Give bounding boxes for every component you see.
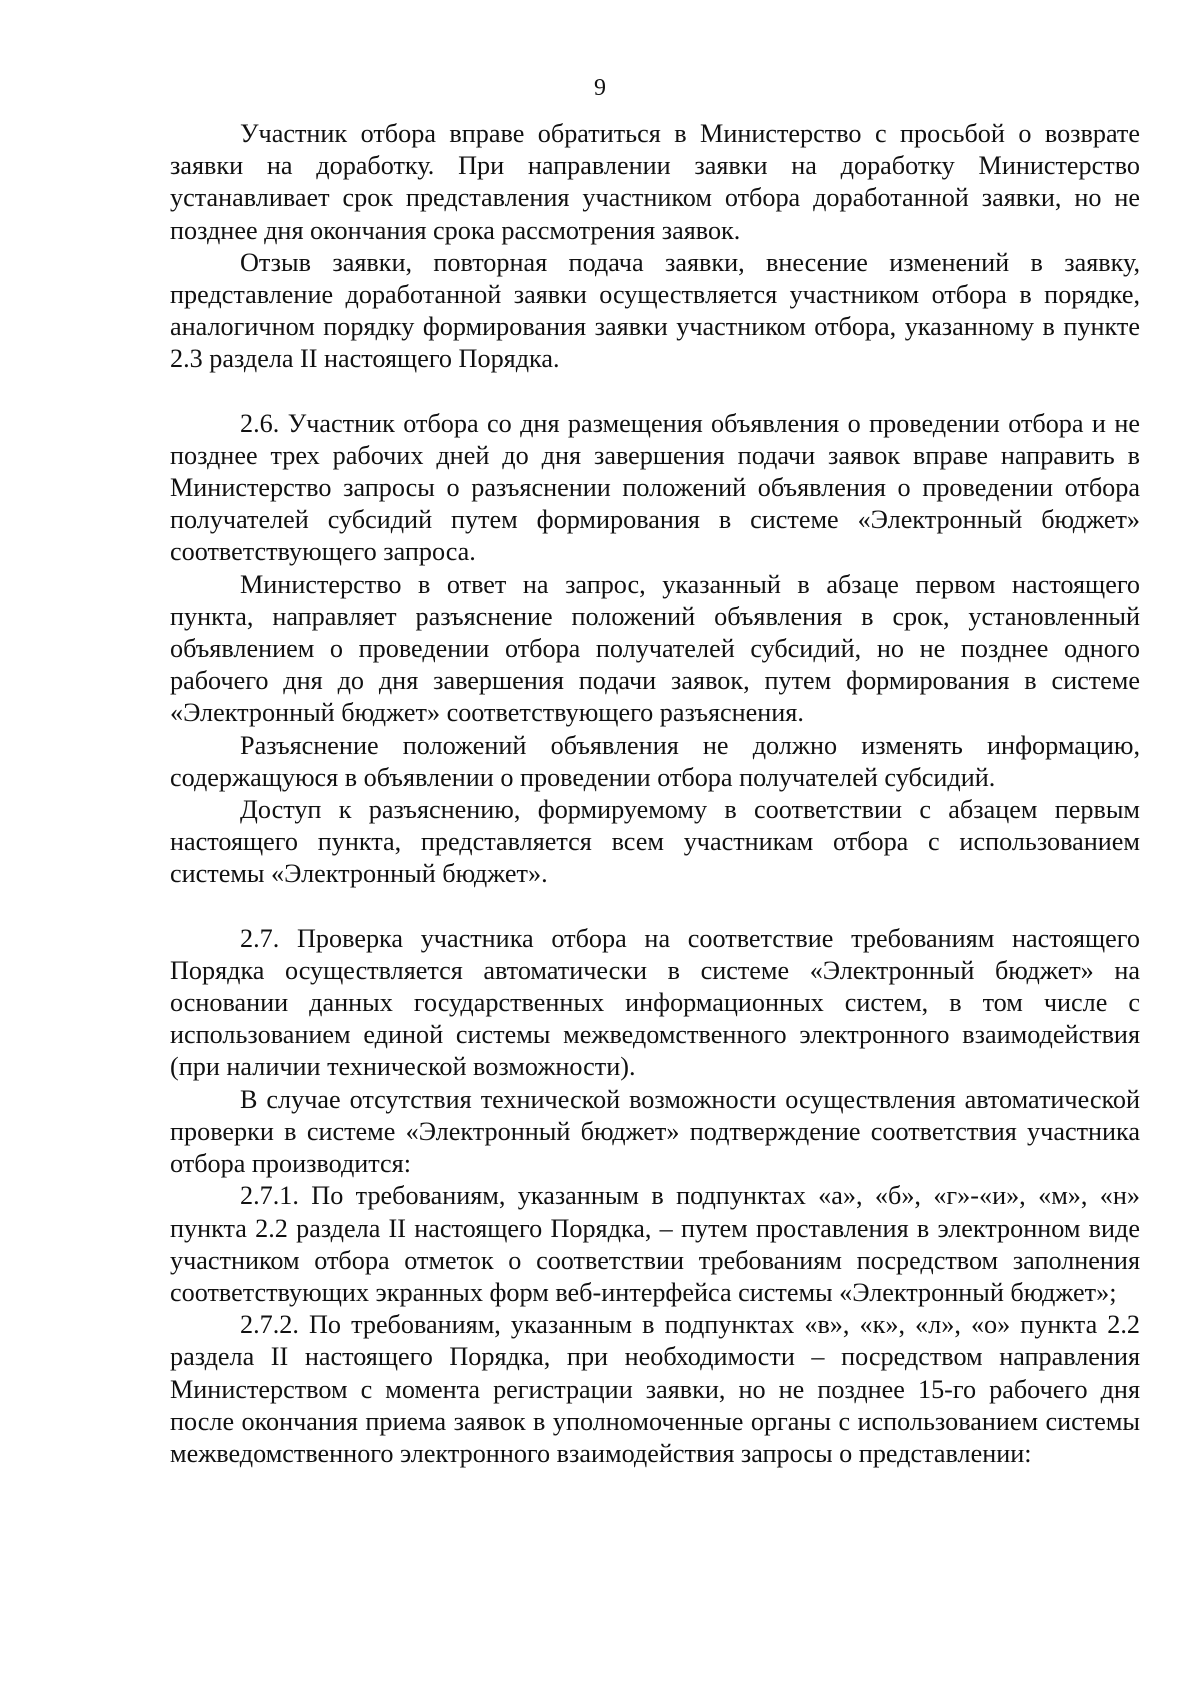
document-body (170, 118, 1140, 1470)
paragraph-manual-verification: В случае отсутствия технической возможности осуществления автоматической проверки в системе «Электронный бюджет» подтверждение соответствия участника отбора производится: (170, 1084, 1140, 1179)
paragraph-section-2-7-2: 2.7.2. По требованиям, указанным в подпунктах «в», «к», «л», «о» пункта 2.2 раздела II настоящего Порядка, при необходимости – посредством направления Министерством с момента регистрации заявки, но не позднее 15-го рабочего дня после окончания приема заявок в уполномоченные органы с использованием системы межведомственного электронного взаимодействия запросы о представлении: (170, 1310, 1140, 1468)
paragraph-clarification-access: Доступ к разъяснению, формируемому в соответствии с абзацем первым настоящего пункта, представляется всем участникам отбора с использованием системы «Электронный бюджет». (170, 795, 1140, 889)
paragraph-section-2-7-1: 2.7.1. По требованиям, указанным в подпунктах «а», «б», «г»-«и», «м», «н» пункта 2.2 раздела II настоящего Порядка, – путем проставления в электронном виде участником отбора отметок о соответствии требованиям посредством заполнения соответствующих экранных форм веб-интерфейса системы «Электронный бюджет»; (170, 1181, 1140, 1307)
paragraph-section-2-6: 2.6. Участник отбора со дня размещения объявления о проведении отбора и не позднее трех рабочих дней до дня завершения подачи заявок вправе направить в Министерство запросы о разъяснении положений объявления о проведении отбора получателей субсидий путем формирования в системе «Электронный бюджет» соответствующего запроса. (170, 408, 1140, 567)
page-number: 9 (594, 75, 606, 101)
section-spacer (170, 891, 1140, 923)
paragraph-section-2-7: 2.7. Проверка участника отбора на соответствие требованиям настоящего Порядка осуществляется автоматически в системе «Электронный бюджет» на основании данных государственных информационных систем, в том числе с использованием единой системы межведомственного электронного взаимодействия (при наличии технической возможности). (170, 923, 1140, 1082)
paragraph-clarification-limits: Разъяснение положений объявления не должно изменять информацию, содержащуюся в объявлении о проведении отбора получателей субсидий. (170, 730, 1140, 792)
paragraph-withdrawal: Отзыв заявки, повторная подача заявки, внесение изменений в заявку, представление доработанной заявки осуществляется участником отбора в порядке, аналогичном порядку формирования заявки участником отбора, указанному в пункте 2.3 раздела II настоящего Порядка. (170, 247, 1140, 374)
paragraph-ministry-response: Министерство в ответ на запрос, указанный в абзаце первом настоящего пункта, направляет разъяснение положений объявления в срок, установленный объявлением о проведении отбора получателей субсидий, но не позднее одного рабочего дня до дня завершения подачи заявок, путем формирования в системе «Электронный бюджет» соответствующего разъяснения. (170, 569, 1140, 728)
section-spacer (170, 376, 1140, 408)
paragraph-return-request: Участник отбора вправе обратиться в Министерство с просьбой о возврате заявки на доработку. При направлении заявки на доработку Министерство устанавливает срок представления участником отбора доработанной заявки, но не позднее дня окончания срока рассмотрения заявок. (170, 119, 1140, 245)
